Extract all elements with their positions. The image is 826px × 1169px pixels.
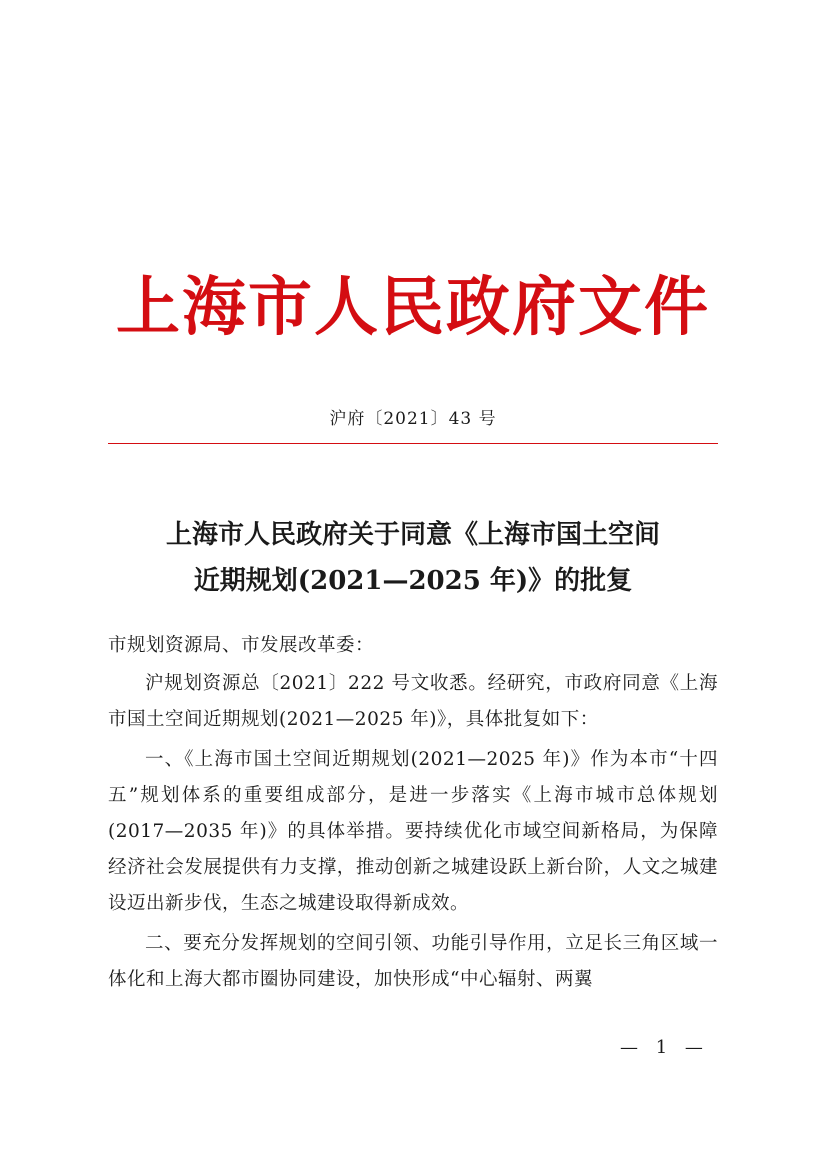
document-title-line-2: 近期规划(2021—2025 年)》的批复 — [193, 566, 633, 596]
document-title-line-1: 上海市人民政府关于同意《上海市国土空间 — [165, 520, 660, 550]
document-number: 沪府〔2021〕43 号 — [329, 409, 497, 429]
issuer-masthead: 上海市人民政府文件 — [116, 270, 710, 345]
paragraph-1: 沪规划资源总〔2021〕222 号文收悉。经研究，市政府同意《上海市国土空间近期规划(2021—2025 年)》，具体批复如下： — [108, 673, 718, 730]
document-title — [0, 512, 826, 604]
paragraph-3: 二、要充分发挥规划的空间引领、功能引导作用，立足长三角区域一体化和上海大都市圈协同建设，加快形成“中心辐射、两翼 — [108, 933, 718, 990]
page-number: — 1 — — [620, 1037, 709, 1058]
red-divider-line — [108, 443, 718, 444]
document-body — [108, 628, 718, 1002]
salutation: 市规划资源局、市发展改革委： — [108, 635, 375, 656]
paragraph-2: 一、《上海市国土空间近期规划(2021—2025 年)》作为本市“十四五”规划体系的重要组成部分，是进一步落实《上海市城市总体规划(2017—2035 年)》的具体举措。要持续优化市域空间新格局，为保障经济社会发展提供有力支撑，推动创新之城建设跃上新台阶，人文之城建设迈出新步伐，生态之城建设取得新成效。 — [108, 749, 718, 914]
